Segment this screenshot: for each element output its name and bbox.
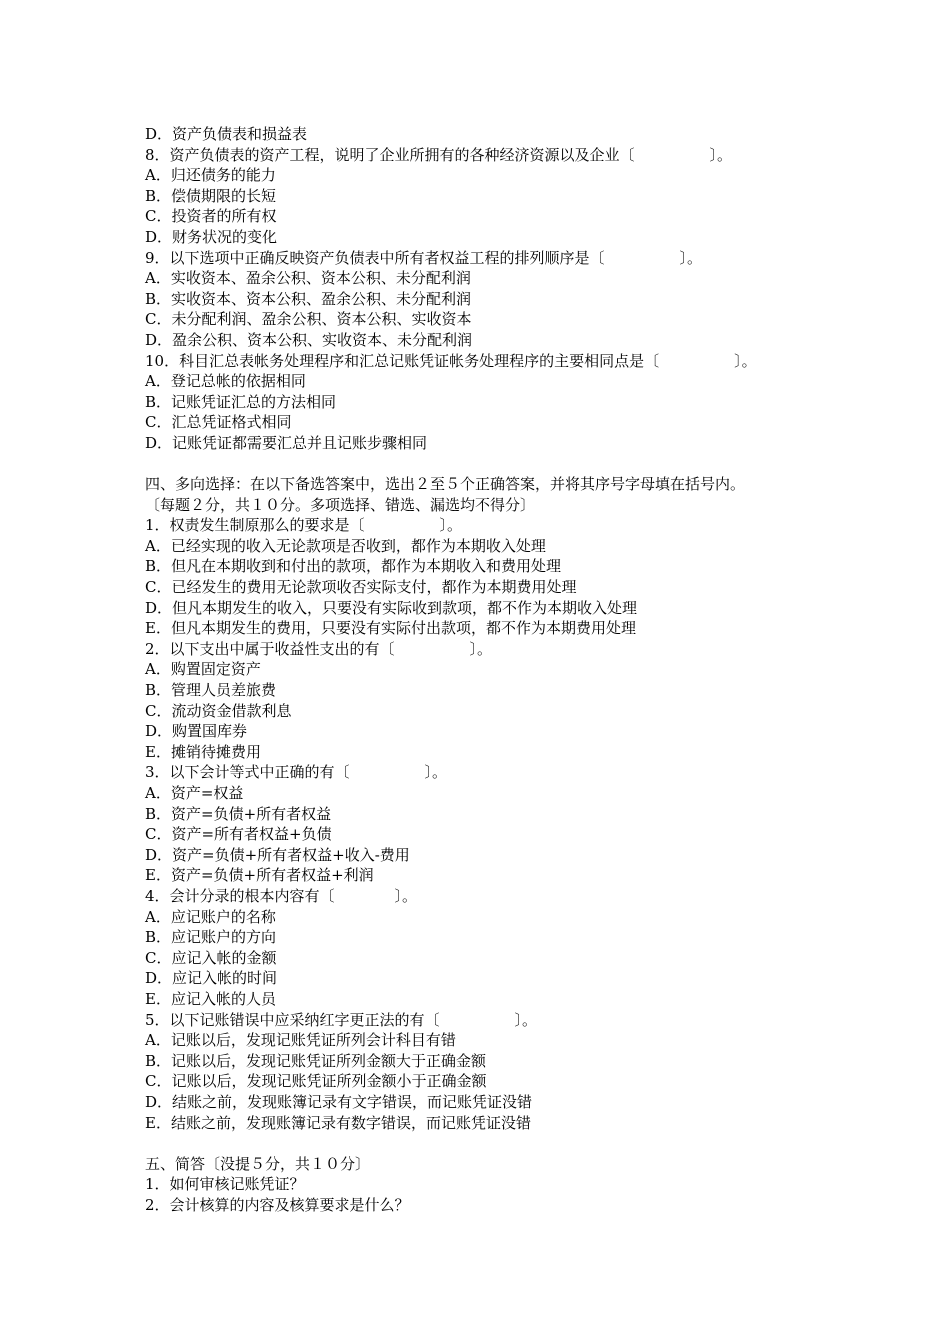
text-line: B．资产=负债+所有者权益 [145,804,332,823]
text-line: D．结账之前，发现账簿记录有文字错误，而记账凭证没错 [145,1092,533,1111]
text-line: D．盈余公积、资本公积、实收资本、未分配利润 [145,330,473,349]
text-line: 四、多向选择：在以下备选答案中，选出２至５个正确答案，并将其序号字母填在括号内。 [145,475,746,494]
text-line: A．资产=权益 [145,784,244,802]
text-line: B．实收资本、资本公积、盈余公积、未分配利润 [145,289,472,308]
text-line: E．资产=负债+所有者权益+利润 [145,866,374,885]
text-line: D．但凡本期发生的收入，只要没有实际收到款项，都不作为本期收入处理 [145,598,638,617]
text-line: D．记账凭证都需要汇总并且记账步骤相同 [145,433,428,452]
text-line: B．记账凭证汇总的方法相同 [145,392,337,411]
text-line: B．偿债期限的长短 [145,186,277,205]
text-line: D．财务状况的变化 [145,227,278,246]
text-line: D．资产负债表和损益表 [145,125,308,143]
text-line: 3．以下会计等式中正确的有〔 〕。 [145,763,448,782]
text-line: D．应记入帐的时间 [145,969,278,988]
text-line: 9．以下选项中正确反映资产负债表中所有者权益工程的排列顺序是〔 〕。 [145,248,703,267]
text-line: A．实收资本、盈余公积、资本公积、未分配利润 [145,269,471,288]
text-line: 8．资产负债表的资产工程，说明了企业所拥有的各种经济资源以及企业〔 〕。 [145,145,733,164]
text-line: 2．以下支出中属于收益性支出的有〔 〕。 [145,639,493,658]
text-line: B．但凡在本期收到和付出的款项，都作为本期收入和费用处理 [145,557,562,576]
text-line: B．记账以后，发现记账凭证所列金额大于正确金额 [145,1051,487,1070]
text-line: A．购置固定资产 [145,660,261,679]
text-line: A．应记账户的名称 [145,907,276,926]
text-line: E．结账之前，发现账簿记录有数字错误，而记账凭证没错 [145,1113,531,1132]
text-line: A．登记总帐的依据相同 [145,372,306,391]
text-line: 5．以下记账错误中应采纳红字更正法的有〔 〕。 [145,1010,538,1029]
text-line: C．流动资金借款利息 [145,701,292,720]
text-line: C．汇总凭证格式相同 [145,413,292,432]
text-line: 1．如何审核记账凭证？ [145,1175,305,1194]
text-line: 2．会计核算的内容及核算要求是什么？ [145,1195,410,1214]
text-line: 1．权责发生制原那么的要求是〔 〕。 [145,516,463,535]
text-line: B．应记账户的方向 [145,928,277,947]
text-line: E．应记入帐的人员 [145,989,276,1008]
text-line: C．未分配利润、盈余公积、资本公积、实收资本 [145,310,472,329]
text-line: C．资产=所有者权益+负债 [145,825,332,844]
blank-line [145,454,835,475]
text-line: C．已经发生的费用无论款项收否实际支付，都作为本期费用处理 [145,578,577,597]
text-line: E．摊销待摊费用 [145,742,261,761]
text-line: A．已经实现的收入无论款项是否收到，都作为本期收入处理 [145,536,546,555]
text-line: D．购置国库券 [145,722,248,741]
text-line: E．但凡本期发生的费用，只要没有实际付出款项，都不作为本期费用处理 [145,619,636,638]
text-line: A．归还债务的能力 [145,166,276,185]
text-line: 4．会计分录的根本内容有〔 〕。 [145,886,418,905]
document-body [145,124,835,1215]
text-line: D．资产=负债+所有者权益+收入-费用 [145,845,410,864]
blank-line [145,1133,835,1154]
text-line: A．记账以后，发现记账凭证所列会计科目有错 [145,1031,456,1050]
text-line: B．管理人员差旅费 [145,681,277,700]
text-line: C．记账以后，发现记账凭证所列金额小于正确金额 [145,1072,487,1091]
text-line: C．应记入帐的金额 [145,948,277,967]
text-line: C．投资者的所有权 [145,207,277,226]
text-line: 10．科目汇总表帐务处理程序和汇总记账凭证帐务处理程序的主要相同点是〔 〕。 [145,351,757,370]
text-line: 〔每题２分，共１０分。多项选择、错选、漏选均不得分〕 [145,495,536,514]
text-line: 五、简答〔没提５分，共１０分〕 [145,1154,371,1173]
